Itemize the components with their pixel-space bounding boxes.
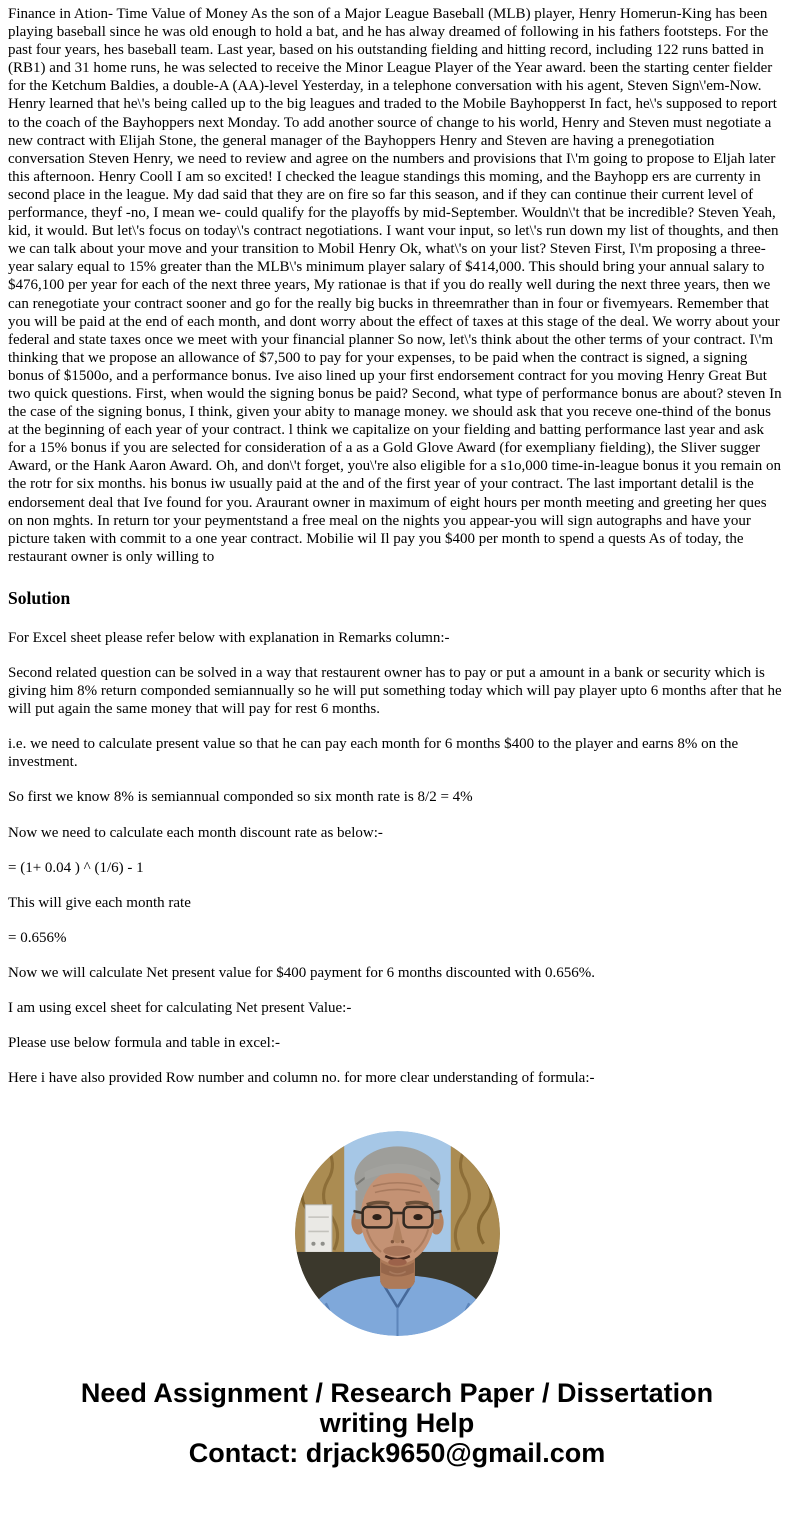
help-banner-contact-email: Contact: drjack9650@gmail.com [188,1438,606,1469]
solution-paragraph: Second related question can be solved in a way that restaurent owner has to pay or put a amount in a bank or security which is giving him 8% return componded semiannually so he will put something today which will pay player upto 6 months after that he will put again the same money that will pay for rest 6 months. [8,665,782,718]
help-banner-line-2: writing Help [319,1408,475,1439]
solution-result-value: = 0.656% [8,929,67,946]
solution-paragraph: Now we will calculate Net present value for $400 payment for 6 months discounted with 0.656%. [8,964,595,981]
solution-paragraph: Now we need to calculate each month discount rate as below:- [8,824,383,841]
solution-paragraph: I am using excel sheet for calculating Net present Value:- [8,1000,352,1017]
solution-paragraph: So first we know 8% is semiannual componded so six month rate is 8/2 = 4% [8,789,473,806]
solution-heading: Solution [8,587,71,608]
solution-formula: = (1+ 0.04 ) ^ (1/6) - 1 [8,859,144,876]
help-banner-line-1: Need Assignment / Research Paper / Dissertation [80,1378,714,1409]
solution-paragraph: i.e. we need to calculate present value so that he can pay each month for 6 months $400 to the player and earns 8% on the investment. [8,736,739,771]
solution-paragraph: Here i have also provided Row number and column no. for more clear understanding of formula:- [8,1070,595,1087]
profile-photo [295,1131,500,1336]
solution-paragraph: Please use below formula and table in excel:- [8,1035,280,1052]
help-banner [0,1378,794,1468]
solution-paragraph: For Excel sheet please refer below with explanation in Remarks column:- [8,629,450,646]
profile-photo-container [0,1131,794,1336]
intro-paragraph: Finance in Ation- Time Value of Money As the son of a Major League Baseball (MLB) player, Henry Homerun-King has been playing baseball since he was old enough to hold a bat, and he has alway dreamed of following in his fathers footsteps. For the past four years, hes baseball team. Last year, based on his outstanding fielding and hitting record, including 122 runs batted in (RB1) and 31 home runs, he was selected to receive the Minor League Player of the Year award. been the starting center fielder for the Ketchum Baldies, a double-A (AA)-level Yesterday, in a telephone conversation with his agent, Steven Sign\'em-Now. Henry learned that he\'s being called up to the big leagues and traded to the Mobile Bayhopperst In fact, he\'s supposed to report to the coach of the Bayhoppers next Monday. To add another source of change to his world, Henry and Steven must negotiate a new contract with Elijah Stone, the general manager of the Bayhoppers Henry and Steven are having a prenegotiation conversation Steven Henry, we need to review and agree on the numbers and provisions that I\'m going to propose to Eljah later this afternoon. Henry Cooll I am so excited! I checked the league standings this moming, and the Bayhopp ers are currenty in second place in the league. My dad said that they are on fire so far this season, and if they can continue their current level of performance, theyf -no, I mean we- could qualify for the playoffs by mid-September. Wouldn\'t that be incredible? Steven Yeah, kid, it would. But let\'s focus on today\'s contract negotiations. I want vour input, so let\'s run down my list of thoughts, and then we can talk about your move and your transition to Mobil Henry Ok, what\'s on your list? Steven First, I\'m proposing a three-year salary equal to 15% greater than the MLB\'s minimum player salary of $414,000. This should bring your annual salary to $476,100 per year for each of the next three years, My rationae is that if you do really well during the next three years, then we can renegotiate your contract sooner and go for the really big bucks in threemrather than in four or fivemyears. Remember that you will be paid at the end of each month, and dont worry about the effect of taxes at this stage of the deal. We worry about your federal and state taxes once we meet with your financial planner So now, let\'s think about the other terms of your contract. I\'m thinking that we propose an allowance of $7,500 to pay for your expenses, to be paid when the contract is signed, a signing bonus of $1500o, and a performance bonus. Ive aiso lined up your first endorsement contract for you moving Henry Great But two quick questions. First, when would the signing bonus be paid? Second, what type of performance bonus are about? steven In the case of the signing bonus, I think, given your abity to manage money. we should ask that you receve one-thind of the bonus at the beginning of each year of your contract. l think we capitalize on your fielding and batting performance last year and ask for a 15% bonus if you are selected for consideration of a as a Gold Glove Award (for exempliany fielding), the Sliver sugger Award, or the Hank Aaron Award. Oh, and don\'t forget, you\'re also eligible for a s1o,000 time-in-league bonus it you remain on the rotr for six months. his bonus iw usually paid at the and of the first year of your contract. The last important detalil is the endorsement deal that Ive found for you. Araurant owner in maximum of eight hours per month meeting and greeting her ques on non mghts. In return tor your peymentstand a free meal on the nights you appear-you will sign autographs and have your picture taken with commit to a one year contract. Mobilie wil Il pay you $400 per month to spend a quests As of today, the restaurant owner is only willing to [8,6,782,565]
solution-paragraph: This will give each month rate [8,894,191,911]
